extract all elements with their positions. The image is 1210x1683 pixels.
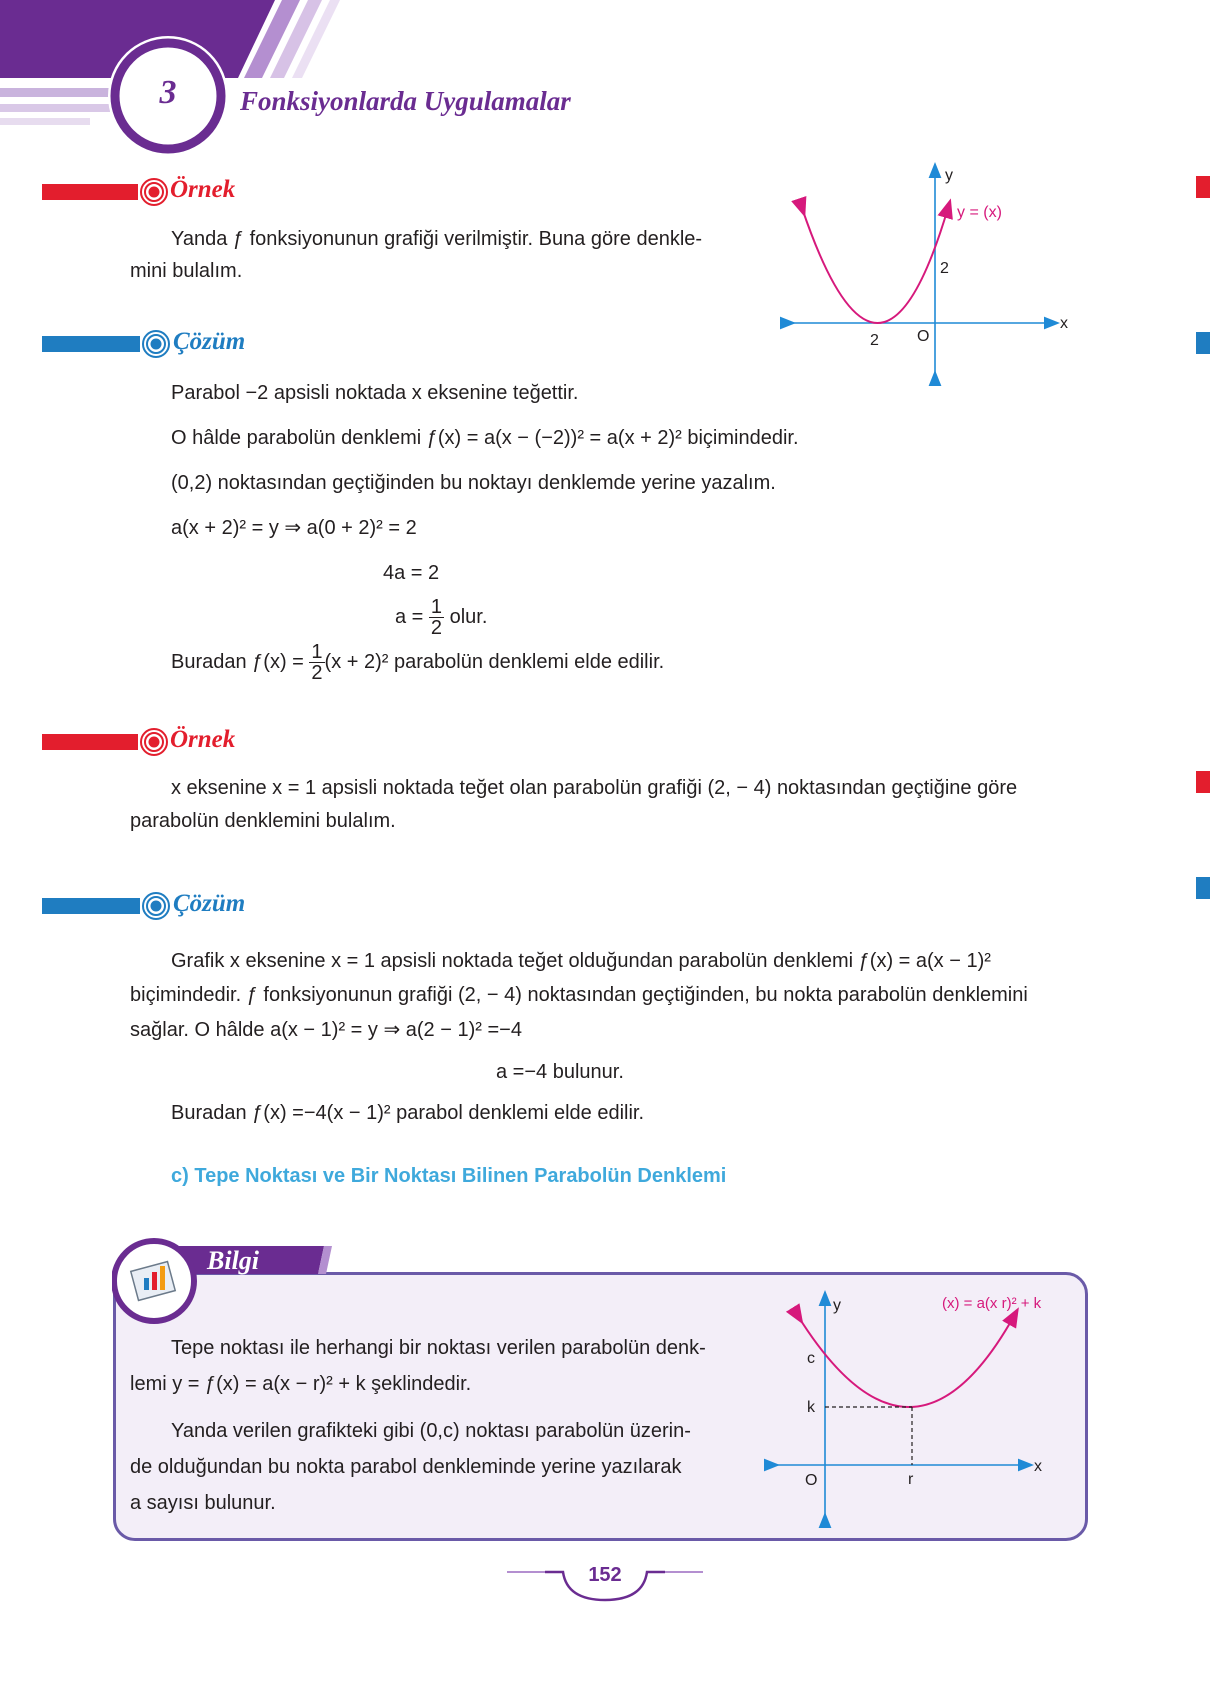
text-segment: biçimindedir. [681, 427, 799, 449]
text-segment: parabolün denklemi elde edilir. [388, 650, 665, 673]
solution-text-line: sağlar. O hâlde a(x − 1)² = y ⇒ a(2 − 1)² =−4 [130, 1019, 522, 1041]
x-axis-label: x [1034, 1458, 1042, 1475]
x-axis-label: x [1060, 315, 1068, 332]
text-segment: Buradan [171, 650, 253, 673]
text-segment: O hâlde parabolün denklemi [171, 427, 427, 449]
y-axis-label: y [945, 167, 953, 184]
equation-line [395, 597, 487, 638]
solution-text-line [171, 421, 799, 455]
example-text-line: Yanda ƒ fonksiyonunun grafiği verilmiştir. Buna göre denkle- [171, 228, 703, 250]
solution-bar-icon [42, 330, 172, 358]
info-text-line: Yanda verilen grafikteki gibi (0,c) noktası parabolün üzerin- [171, 1420, 691, 1442]
c-tick-label: c [807, 1350, 815, 1367]
parabola-graph-2 [760, 1288, 1080, 1528]
info-label: Bilgi [207, 1246, 260, 1275]
x-tick-label: 2 [870, 332, 879, 349]
chapter-title: Fonksiyonlarda Uygulamalar [240, 86, 571, 116]
formula: ƒ(x) = [252, 650, 304, 673]
parabola-curve [802, 208, 948, 323]
info-text-line: Tepe noktası ile herhangi bir noktası verilen parabolün denk- [171, 1337, 706, 1359]
solution-text-line: Parabol −2 apsisli noktada x eksenine teğettir. [171, 382, 579, 404]
text-segment: a = [395, 605, 424, 628]
equation-line: 4a = 2 [383, 562, 440, 584]
fraction-denominator: 2 [311, 662, 323, 684]
fraction [309, 642, 324, 683]
chapter-number: 3 [159, 74, 177, 111]
info-text-line: de olduğundan bu nokta parabol denkleminde yerine yazılarak [130, 1456, 682, 1478]
k-tick-label: k [807, 1399, 815, 1416]
info-text-line: a sayısı bulunur. [130, 1492, 276, 1514]
solution-bar-icon [42, 892, 172, 920]
side-marker-red [1196, 771, 1210, 793]
section-heading: c) Tepe Noktası ve Bir Noktası Bilinen Parabolün Denklemi [171, 1165, 727, 1187]
parabola-graph-1 [780, 160, 1080, 390]
example-text-line: x eksenine x = 1 apsisli noktada teğet olan parabolün grafiği (2, − 4) noktasından geçtiğine göre [171, 777, 1018, 799]
info-text-line: lemi y = ƒ(x) = a(x − r)² + k şeklindedir. [130, 1373, 472, 1395]
result-line [171, 642, 664, 683]
example-label: Örnek [170, 176, 236, 203]
example-text-line: parabolün denklemini bulalım. [130, 810, 396, 832]
example-label: Örnek [170, 726, 236, 753]
side-marker-red [1196, 176, 1210, 198]
origin-label: O [917, 328, 930, 345]
equation-line: a =−4 bulunur. [496, 1061, 624, 1083]
solution-text-line: biçimindedir. ƒ fonksiyonunun grafiği (2, − 4) noktasından geçtiğinden, bu nokta parabolün denklemini [130, 984, 1028, 1006]
text-segment: olur. [449, 605, 488, 628]
formula: (x + 2)² [324, 650, 389, 673]
fraction [429, 597, 444, 638]
example-bar-icon [42, 178, 172, 206]
fraction-numerator: 1 [430, 596, 443, 618]
origin-label: O [805, 1472, 818, 1489]
curve-label: (x) = a(x r)² + k [942, 1295, 1042, 1312]
curve-label: y = (x) [957, 204, 1002, 221]
parabola-curve [798, 1316, 1014, 1407]
solution-label: Çözüm [173, 890, 246, 917]
side-marker-blue [1196, 332, 1210, 354]
example-text-line: mini bulalım. [130, 260, 243, 282]
result-line: Buradan ƒ(x) =−4(x − 1)² parabol denklemi elde edilir. [171, 1102, 645, 1124]
formula: ƒ(x) = a(x − (−2))² = a(x + 2)² [426, 427, 682, 449]
equation-line: a(x + 2)² = y ⇒ a(0 + 2)² = 2 [171, 517, 417, 539]
fraction-numerator: 1 [311, 641, 323, 663]
r-tick-label: r [908, 1471, 914, 1488]
solution-label: Çözüm [173, 328, 246, 355]
side-marker-blue [1196, 877, 1210, 899]
y-axis-label: y [833, 1297, 841, 1314]
example-bar-icon [42, 728, 172, 756]
page-number: 152 [588, 1564, 622, 1586]
solution-text-line: Grafik x eksenine x = 1 apsisli noktada teğet olduğundan parabolün denklemi ƒ(x) = a(x − 1)² [171, 950, 991, 972]
y-tick-label: 2 [940, 260, 949, 277]
solution-text-line: (0,2) noktasından geçtiğinden bu noktayı denklemde yerine yazalım. [171, 472, 776, 494]
fraction-denominator: 2 [430, 617, 443, 639]
